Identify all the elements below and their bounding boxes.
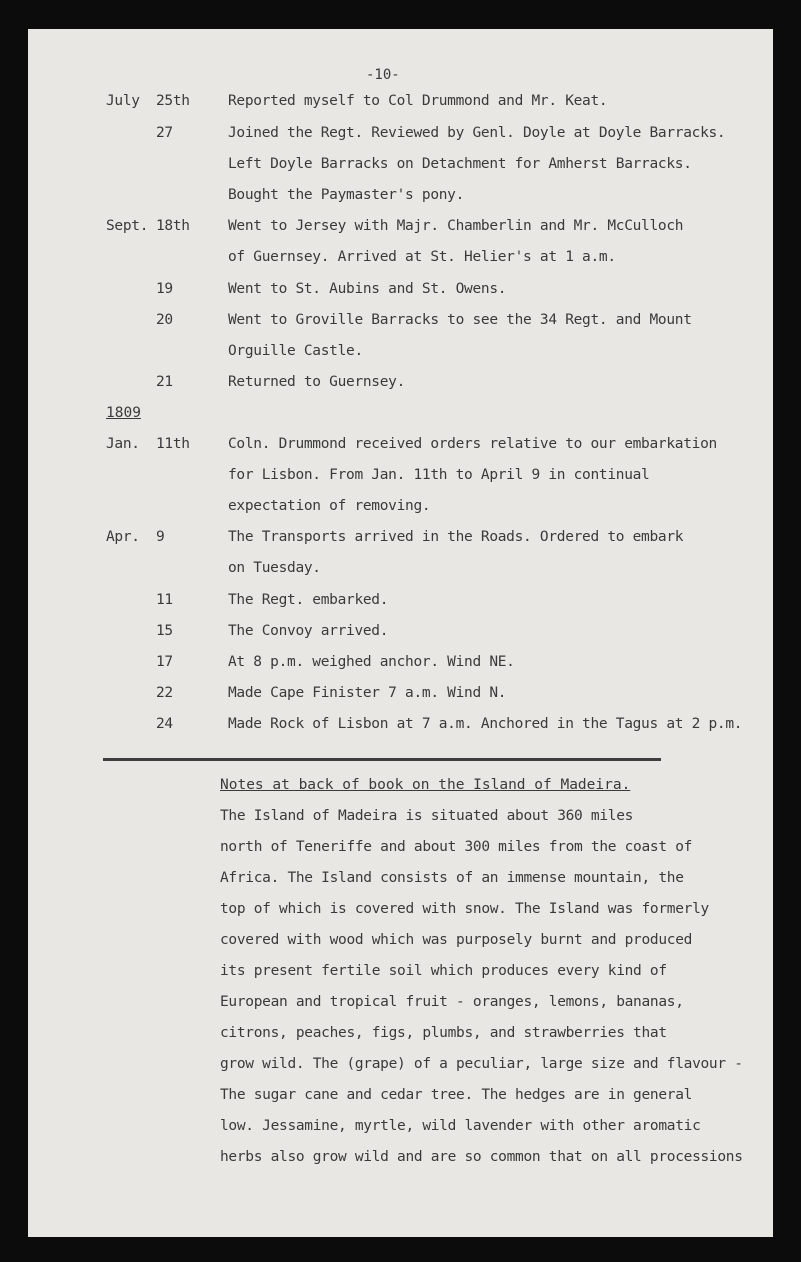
entry-text: expectation of removing. bbox=[228, 498, 431, 514]
entry-text: of Guernsey. Arrived at St. Helier's at 1 a.m. bbox=[228, 249, 616, 265]
notes-line: European and tropical fruit - oranges, lemons, bananas, bbox=[220, 994, 684, 1010]
entry-day: 11th bbox=[156, 436, 190, 452]
entry-day: 24 bbox=[156, 716, 173, 732]
entry-text: Made Rock of Lisbon at 7 a.m. Anchored in the Tagus at 2 p.m. bbox=[228, 716, 743, 732]
entry-day: 27 bbox=[156, 125, 173, 141]
notes-line: its present fertile soil which produces every kind of bbox=[220, 963, 667, 979]
notes-line: Africa. The Island consists of an immense mountain, the bbox=[220, 870, 684, 886]
entry-month: Sept. bbox=[106, 218, 149, 234]
entry-text: Orguille Castle. bbox=[228, 343, 363, 359]
entry-text: on Tuesday. bbox=[228, 560, 321, 576]
document-page bbox=[28, 29, 773, 1237]
notes-line: low. Jessamine, myrtle, wild lavender with other aromatic bbox=[220, 1118, 701, 1134]
notes-line: The Island of Madeira is situated about 360 miles bbox=[220, 808, 634, 824]
entry-day: 22 bbox=[156, 685, 173, 701]
notes-line: herbs also grow wild and are so common that on all processions bbox=[220, 1149, 743, 1165]
entry-text: Went to Jersey with Majr. Chamberlin and Mr. McCulloch bbox=[228, 218, 684, 234]
entry-day: 9 bbox=[156, 529, 165, 545]
entry-text: Coln. Drummond received orders relative to our embarkation bbox=[228, 436, 717, 452]
year-heading: 1809 bbox=[106, 405, 141, 421]
entry-text: The Convoy arrived. bbox=[228, 623, 389, 639]
entry-day: 18th bbox=[156, 218, 190, 234]
entry-text: Reported myself to Col Drummond and Mr. Keat. bbox=[228, 93, 608, 109]
entry-text: The Regt. embarked. bbox=[228, 592, 389, 608]
notes-line: covered with wood which was purposely burnt and produced bbox=[220, 932, 693, 948]
page-number: -10- bbox=[366, 67, 400, 83]
notes-line: top of which is covered with snow. The Island was formerly bbox=[220, 901, 709, 917]
entry-month: Jan. bbox=[106, 436, 140, 452]
entry-text: Returned to Guernsey. bbox=[228, 374, 406, 390]
notes-line: north of Teneriffe and about 300 miles from the coast of bbox=[220, 839, 693, 855]
entry-day: 15 bbox=[156, 623, 173, 639]
entry-day: 11 bbox=[156, 592, 173, 608]
entry-text: Left Doyle Barracks on Detachment for Amherst Barracks. bbox=[228, 156, 692, 172]
entry-text: Joined the Regt. Reviewed by Genl. Doyle at Doyle Barracks. bbox=[228, 125, 726, 141]
notes-line: The sugar cane and cedar tree. The hedges are in general bbox=[220, 1087, 693, 1103]
entry-day: 21 bbox=[156, 374, 173, 390]
entry-month: Apr. bbox=[106, 529, 140, 545]
entry-day: 19 bbox=[156, 281, 173, 297]
entry-text: Went to St. Aubins and St. Owens. bbox=[228, 281, 507, 297]
section-divider bbox=[103, 758, 661, 761]
entry-day: 25th bbox=[156, 93, 190, 109]
entry-text: for Lisbon. From Jan. 11th to April 9 in continual bbox=[228, 467, 650, 483]
entry-day: 20 bbox=[156, 312, 173, 328]
entry-text: Went to Groville Barracks to see the 34 Regt. and Mount bbox=[228, 312, 692, 328]
notes-line: grow wild. The (grape) of a peculiar, large size and flavour - bbox=[220, 1056, 743, 1072]
entry-text: At 8 p.m. weighed anchor. Wind NE. bbox=[228, 654, 515, 670]
entry-text: Bought the Paymaster's pony. bbox=[228, 187, 465, 203]
entry-month: July bbox=[106, 93, 140, 109]
entry-text: The Transports arrived in the Roads. Ordered to embark bbox=[228, 529, 684, 545]
entry-day: 17 bbox=[156, 654, 173, 670]
notes-line: citrons, peaches, figs, plumbs, and strawberries that bbox=[220, 1025, 667, 1041]
entry-text: Made Cape Finister 7 a.m. Wind N. bbox=[228, 685, 507, 701]
notes-title: Notes at back of book on the Island of Madeira. bbox=[220, 777, 631, 793]
